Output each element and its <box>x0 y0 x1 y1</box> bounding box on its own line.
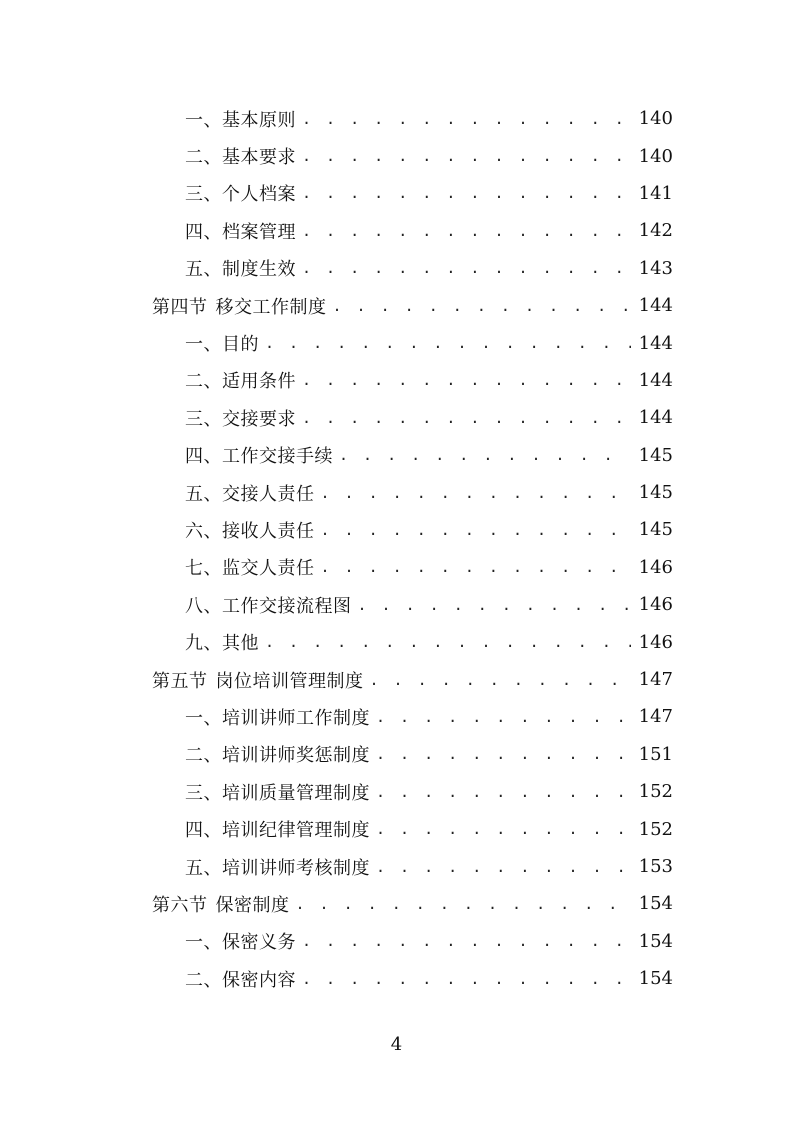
toc-entry-prefix: 五、 <box>185 259 222 281</box>
toc-entry-title <box>185 554 315 580</box>
toc-page-number: 146 <box>638 556 673 578</box>
toc-entry-title <box>152 293 327 319</box>
toc-entry-prefix: 七、 <box>185 558 222 580</box>
toc-entry-prefix: 一、 <box>185 334 222 356</box>
toc-entry-prefix: 一、 <box>185 109 222 131</box>
toc-entry-text: 培训讲师考核制度 <box>222 857 370 879</box>
toc-dot-leader <box>376 783 631 801</box>
toc-dot-leader <box>333 297 632 315</box>
toc-entry-prefix: 五、 <box>185 857 222 879</box>
toc-entry-prefix: 三、 <box>185 408 222 430</box>
toc-item-entry[interactable] <box>0 362 793 399</box>
toc-page-number: 145 <box>638 519 673 541</box>
toc-entry-prefix: 二、 <box>185 371 222 393</box>
toc-entry-title <box>185 741 370 767</box>
toc-item-entry[interactable] <box>0 848 793 885</box>
toc-page-number: 154 <box>638 930 673 952</box>
toc-entry-title <box>185 106 296 132</box>
toc-entry-text: 交接要求 <box>222 408 296 430</box>
toc-entry-title <box>185 928 296 954</box>
toc-entry-title <box>185 629 259 655</box>
toc-page-number: 154 <box>638 893 673 915</box>
toc-entry-prefix: 六、 <box>185 520 222 542</box>
toc-dot-leader <box>296 895 632 913</box>
toc-dot-leader <box>302 222 631 240</box>
toc-page-number: 154 <box>638 968 673 990</box>
toc-page-number: 147 <box>638 706 673 728</box>
toc-page-number: 140 <box>638 108 673 130</box>
toc-item-entry[interactable] <box>0 698 793 735</box>
toc-entry-text: 监交人责任 <box>222 558 315 580</box>
toc-dot-leader <box>302 932 631 950</box>
toc-item-entry[interactable] <box>0 960 793 997</box>
toc-dot-leader <box>302 371 631 389</box>
toc-entry-title <box>185 816 370 842</box>
toc-entry-title <box>185 704 370 730</box>
toc-entry-title <box>185 255 296 281</box>
toc-page-number: 141 <box>638 182 673 204</box>
toc-entry-text: 其他 <box>222 633 259 655</box>
toc-dot-leader <box>321 521 632 539</box>
toc-page-number: 140 <box>638 145 673 167</box>
toc-item-entry[interactable] <box>0 810 793 847</box>
toc-entry-title <box>152 667 364 693</box>
toc-entry-title <box>185 367 296 393</box>
toc-item-entry[interactable] <box>0 137 793 174</box>
toc-page-number: 145 <box>638 444 673 466</box>
toc-entry-text: 工作交接流程图 <box>222 595 352 617</box>
toc-entry-text: 培训讲师奖惩制度 <box>222 745 370 767</box>
toc-item-entry[interactable] <box>0 549 793 586</box>
toc-entry-text: 岗位培训管理制度 <box>215 670 364 692</box>
toc-entry-prefix: 五、 <box>185 483 222 505</box>
toc-page-number: 153 <box>638 856 673 877</box>
toc-page-number: 144 <box>638 369 673 391</box>
toc-item-entry[interactable] <box>0 923 793 960</box>
toc-item-entry[interactable] <box>0 736 793 773</box>
toc-item-entry[interactable] <box>0 511 793 548</box>
toc-item-entry[interactable] <box>0 250 793 287</box>
toc-dot-leader <box>302 970 631 988</box>
toc-entry-title <box>185 854 370 880</box>
toc-entry-prefix: 四、 <box>185 446 222 468</box>
toc-page-number: 146 <box>638 594 673 616</box>
toc-entry-text: 基本原则 <box>222 109 296 131</box>
toc-entry-text: 适用条件 <box>222 371 296 393</box>
toc-item-entry[interactable] <box>0 175 793 212</box>
toc-entry-prefix: 二、 <box>185 969 222 991</box>
toc-item-entry[interactable] <box>0 437 793 474</box>
toc-entry-title <box>185 966 296 992</box>
toc-entry-prefix: 四、 <box>185 221 222 243</box>
toc-entry-text: 保密内容 <box>222 969 296 991</box>
toc-entry-text: 档案管理 <box>222 221 296 243</box>
toc-page-number: 152 <box>638 818 673 840</box>
toc-entry-prefix: 二、 <box>185 147 222 169</box>
toc-dot-leader <box>302 184 631 202</box>
toc-dot-leader <box>376 820 631 838</box>
toc-item-entry[interactable] <box>0 773 793 810</box>
toc-entry-title <box>185 592 352 618</box>
toc-page-number: 143 <box>638 257 673 279</box>
toc-entry-text: 培训质量管理制度 <box>222 782 370 804</box>
toc-section-entry[interactable] <box>0 287 793 324</box>
toc-entry-title <box>185 218 296 244</box>
toc-dot-leader <box>321 484 632 502</box>
toc-page-number: 146 <box>638 631 673 653</box>
toc-entry-title <box>185 779 370 805</box>
toc-dot-leader <box>302 110 631 128</box>
toc-page-number: 142 <box>638 220 673 242</box>
toc-entry-prefix: 一、 <box>185 707 222 729</box>
toc-entry-prefix: 三、 <box>185 782 222 804</box>
toc-page-number: 152 <box>638 781 673 803</box>
toc-item-entry[interactable] <box>0 324 793 361</box>
table-of-contents <box>0 100 793 997</box>
toc-entry-prefix: 第五节 <box>152 670 208 692</box>
toc-entry-title <box>185 405 296 431</box>
toc-entry-text: 基本要求 <box>222 147 296 169</box>
toc-entry-title <box>185 517 315 543</box>
toc-section-entry[interactable] <box>0 661 793 698</box>
toc-dot-leader <box>265 334 631 352</box>
toc-entry-prefix: 第六节 <box>152 894 208 916</box>
toc-entry-text: 个人档案 <box>222 184 296 206</box>
toc-entry-title <box>185 480 315 506</box>
toc-page-number: 151 <box>638 743 673 765</box>
toc-entry-title <box>185 330 259 356</box>
toc-item-entry[interactable] <box>0 586 793 623</box>
toc-dot-leader <box>339 446 631 464</box>
toc-entry-text: 接收人责任 <box>222 520 315 542</box>
toc-entry-prefix: 一、 <box>185 932 222 954</box>
toc-dot-leader <box>265 633 631 651</box>
toc-dot-leader <box>376 745 631 763</box>
toc-dot-leader <box>358 596 632 614</box>
toc-entry-prefix: 二、 <box>185 745 222 767</box>
toc-entry-prefix: 三、 <box>185 184 222 206</box>
toc-entry-text: 移交工作制度 <box>215 296 327 318</box>
toc-entry-text: 交接人责任 <box>222 483 315 505</box>
toc-entry-text: 工作交接手续 <box>222 446 333 468</box>
toc-entry-prefix: 四、 <box>185 820 222 842</box>
toc-dot-leader <box>370 671 632 689</box>
toc-item-entry[interactable] <box>0 399 793 436</box>
toc-entry-text: 培训纪律管理制度 <box>222 820 370 842</box>
toc-dot-leader <box>321 558 632 576</box>
toc-entry-title <box>185 442 333 468</box>
toc-item-entry[interactable] <box>0 474 793 511</box>
toc-entry-prefix: 第四节 <box>152 296 208 318</box>
toc-section-entry[interactable] <box>0 885 793 922</box>
toc-item-entry[interactable] <box>0 100 793 137</box>
toc-entry-title <box>185 143 296 169</box>
toc-entry-prefix: 九、 <box>185 633 222 655</box>
toc-entry-prefix: 八、 <box>185 595 222 617</box>
toc-entry-text: 制度生效 <box>222 259 296 281</box>
toc-dot-leader <box>376 858 631 876</box>
toc-page-number: 144 <box>638 407 673 429</box>
toc-entry-text: 目的 <box>222 334 259 356</box>
toc-dot-leader <box>302 147 631 165</box>
toc-item-entry[interactable] <box>0 212 793 249</box>
toc-entry-text: 培训讲师工作制度 <box>222 707 370 729</box>
page-number: 4 <box>390 1034 403 1055</box>
toc-item-entry[interactable] <box>0 623 793 660</box>
toc-page-number: 144 <box>638 332 673 354</box>
toc-page-number: 144 <box>638 295 673 317</box>
toc-dot-leader <box>302 259 631 277</box>
toc-entry-text: 保密义务 <box>222 932 296 954</box>
toc-page-number: 145 <box>638 482 673 504</box>
toc-page-number: 147 <box>638 669 673 691</box>
toc-entry-title <box>185 180 296 206</box>
toc-dot-leader <box>376 708 631 726</box>
toc-entry-text: 保密制度 <box>215 894 290 916</box>
toc-dot-leader <box>302 409 631 427</box>
toc-entry-title <box>152 891 290 917</box>
